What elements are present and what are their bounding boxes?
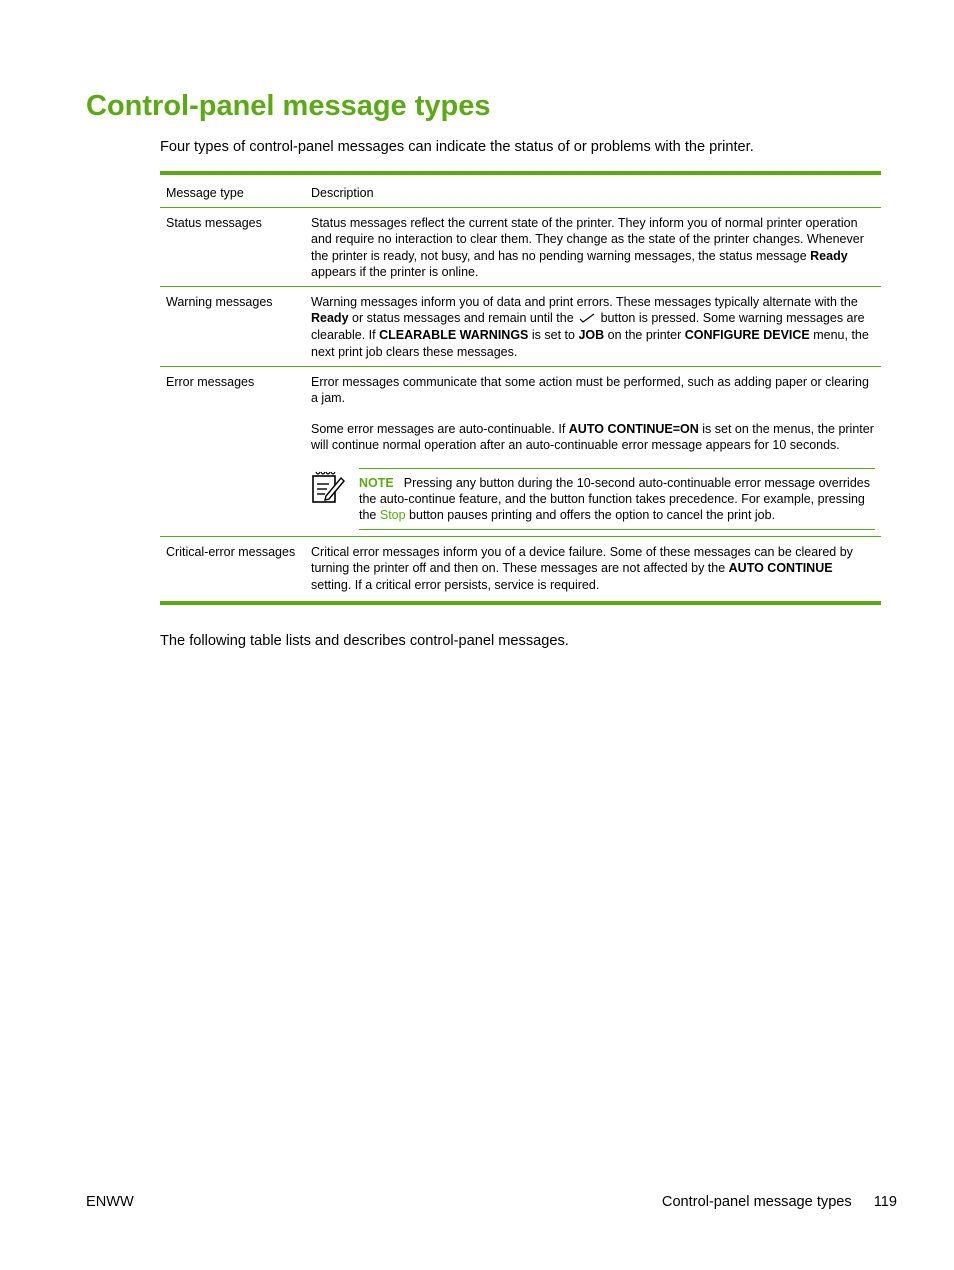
note-box <box>311 468 875 531</box>
row-type-label: Warning messages <box>160 287 305 367</box>
row-type-label: Critical-error messages <box>166 545 296 560</box>
text-segment: Pressing any button during the 10-second auto-continuable error message overrides the auto-continue feature, and the button function takes precedence. For example, pressing the <box>359 475 870 523</box>
bold-term: CONFIGURE DEVICE <box>684 328 810 343</box>
bold-term: CLEARABLE WARNINGS <box>379 328 529 343</box>
bold-term: Ready <box>810 248 848 263</box>
page-number: 119 <box>873 1194 897 1210</box>
table-row-status <box>160 208 881 287</box>
row-description <box>305 537 881 603</box>
bold-term: AUTO CONTINUE=ON <box>568 422 699 437</box>
text-segment: or status messages and remain until the <box>348 311 578 326</box>
text-segment: Warning messages inform you of data and print errors. These messages typically alternate with the <box>311 295 858 310</box>
table-row-critical <box>160 537 881 603</box>
text-segment: button is pressed. Some warning messages are clearable. If <box>311 311 865 343</box>
table-row-error <box>160 366 881 536</box>
row-type-label: Error messages <box>160 366 305 536</box>
bold-term: JOB <box>578 328 605 343</box>
row-description <box>305 366 881 536</box>
text-segment: menu, the next print job clears these messages. <box>311 328 869 359</box>
text-segment: is set on the menus, the printer will continue normal operation after an auto-continuable error message appears for 10 seconds. <box>311 422 874 453</box>
note-text <box>359 468 875 531</box>
header-description: Description <box>305 173 881 208</box>
text-segment: Some error messages are auto-continuable. If <box>311 422 569 437</box>
text-segment: appears if the printer is online. <box>311 264 479 279</box>
page-title: Control-panel message types <box>86 90 491 122</box>
followup-paragraph: The following table lists and describes control-panel messages. <box>160 633 569 649</box>
footer-right <box>662 1194 897 1210</box>
error-paragraph-2 <box>311 421 875 453</box>
text-segment: Status messages reflect the current state of the printer. They inform you of normal printer operation and require no interaction to clear them. They change as the state of the printer changes. Whenever the printer is ready, not busy, and has no pending warning messages, the status message <box>311 216 864 263</box>
message-types-table <box>160 171 881 605</box>
text-segment: setting. If a critical error persists, service is required. <box>311 577 600 592</box>
row-description <box>305 208 881 287</box>
text-segment: is set to <box>528 328 579 343</box>
text-segment: on the printer <box>604 328 685 343</box>
bold-term: Ready <box>311 311 349 326</box>
row-type-label: Status messages <box>160 208 305 287</box>
text-segment: button pauses printing and offers the option to cancel the print job. <box>405 508 776 523</box>
text-segment: Critical error messages inform you of a device failure. Some of these messages can be cleared by turning the printer off and then on. These messages are not affected by the <box>311 545 853 576</box>
stop-button-term: Stop <box>379 508 406 523</box>
checkmark-icon <box>579 311 595 327</box>
table-row-warning <box>160 287 881 367</box>
bold-term: AUTO CONTINUE <box>728 561 833 576</box>
note-icon <box>311 468 359 508</box>
error-paragraph-1: Error messages communicate that some action must be performed, such as adding paper or clearing a jam. <box>311 374 869 406</box>
table-header-row <box>160 173 881 208</box>
footer-section-title: Control-panel message types <box>661 1194 852 1210</box>
intro-paragraph: Four types of control-panel messages can indicate the status of or problems with the printer. <box>160 139 754 155</box>
row-description <box>305 287 881 367</box>
footer-left: ENWW <box>86 1194 134 1210</box>
note-label: NOTE <box>359 475 394 490</box>
header-message-type: Message type <box>160 173 305 208</box>
